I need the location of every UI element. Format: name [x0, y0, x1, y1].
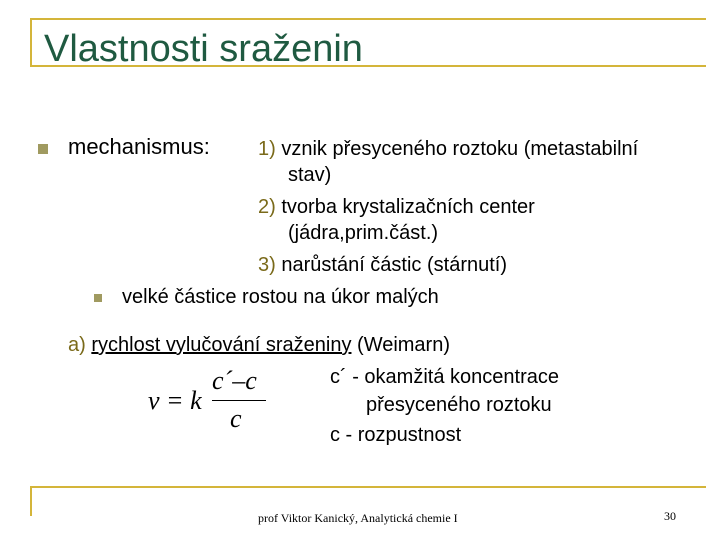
step-3-num: 3): [258, 254, 276, 276]
left-rule: [30, 18, 32, 66]
formula-denominator: c: [230, 404, 242, 433]
bullet-main-text: mechanismus:: [68, 134, 210, 159]
footer-left-rule: [30, 486, 32, 516]
step-2-cont: (jádra,prim.část.): [288, 222, 439, 244]
formula-lhs: v = k: [148, 386, 202, 415]
step-2-text: tvorba krystalizačních center: [281, 196, 535, 218]
step-1: [258, 138, 638, 161]
square-bullet-icon: [38, 144, 48, 154]
step-1-num: 1): [258, 138, 276, 160]
sub-square-bullet-icon: [94, 294, 102, 302]
step-1-text: vznik přesyceného roztoku (metastabilní: [281, 138, 639, 160]
slide-title: Vlastnosti sraženin: [44, 28, 363, 70]
rate-prefix: a): [68, 334, 86, 356]
step-3: [258, 254, 507, 277]
legend-line-3: c - rozpustnost: [330, 424, 462, 446]
step-2-num: 2): [258, 196, 276, 218]
sub-bullet-text: velké částice rostou na úkor malých: [122, 286, 439, 308]
step-2: [258, 196, 535, 219]
footer-rule: [30, 486, 706, 488]
legend-line-1: c´ - okamžitá koncentrace: [330, 366, 559, 388]
rate-heading-text: rychlost vylučování sraženiny: [91, 334, 352, 356]
footer-text: prof Viktor Kanický, Analytická chemie I: [258, 511, 458, 525]
legend-line-2: přesyceného roztoku: [366, 394, 552, 416]
formula-numerator: c´–c: [212, 366, 257, 395]
rate-heading: [68, 334, 450, 357]
step-3-text: narůstání částic (stárnutí): [281, 254, 508, 276]
step-1-cont: stav): [288, 164, 332, 186]
page-number: 30: [664, 509, 676, 523]
top-rule: [30, 18, 706, 20]
rate-suffix: (Weimarn): [357, 334, 450, 356]
fraction-bar: [212, 400, 266, 401]
